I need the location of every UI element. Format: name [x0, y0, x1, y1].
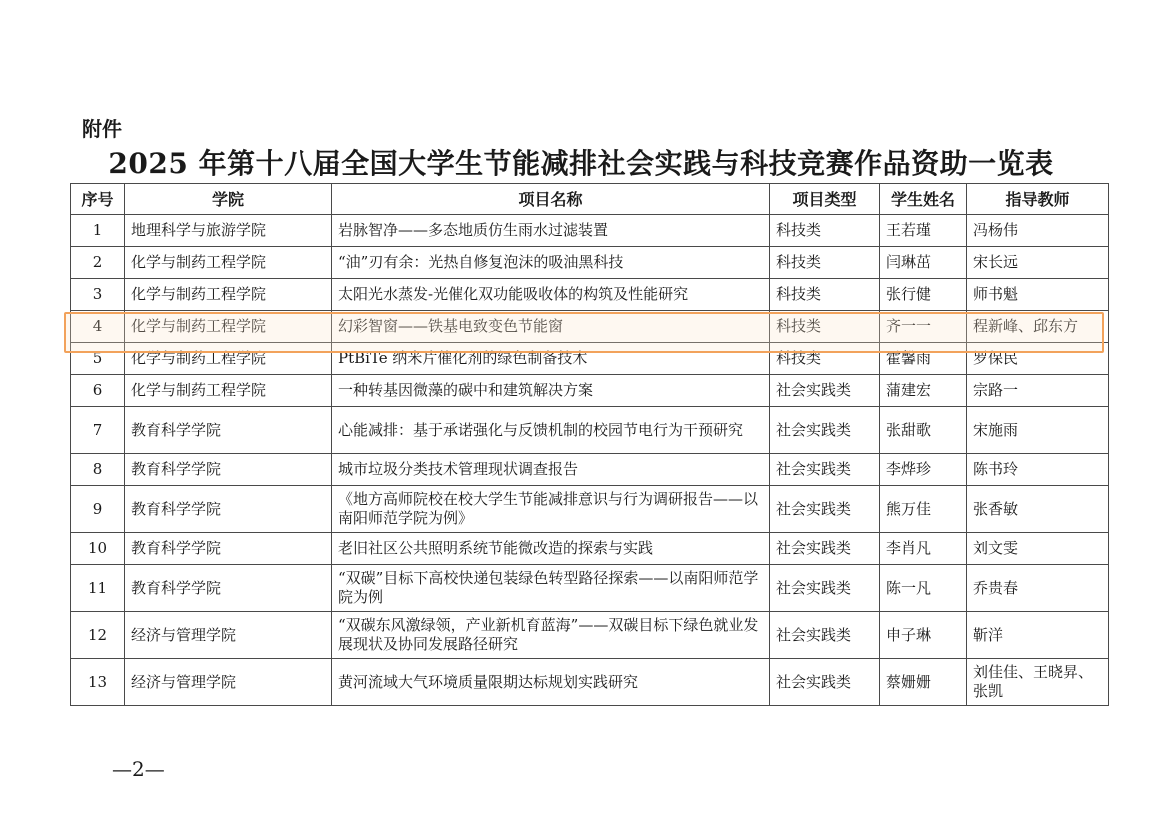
table-row	[71, 659, 1109, 706]
cell-student: 蔡姗姗	[880, 659, 967, 706]
cell-project: 心能减排：基于承诺强化与反馈机制的校园节电行为干预研究	[332, 407, 770, 454]
cell-student: 陈一凡	[880, 565, 967, 612]
cell-type: 社会实践类	[770, 486, 880, 533]
cell-seq: 12	[71, 612, 125, 659]
cell-advisor: 宋长远	[967, 247, 1109, 279]
cell-student: 申子琳	[880, 612, 967, 659]
cell-seq: 5	[71, 343, 125, 375]
cell-student: 李肖凡	[880, 533, 967, 565]
cell-college: 化学与制药工程学院	[125, 279, 332, 311]
table-row	[71, 486, 1109, 533]
table-row	[71, 279, 1109, 311]
cell-project: “油”刃有余：光热自修复泡沫的吸油黑科技	[332, 247, 770, 279]
table-row	[71, 215, 1109, 247]
cell-project: 城市垃圾分类技术管理现状调查报告	[332, 454, 770, 486]
cell-seq: 9	[71, 486, 125, 533]
cell-type: 社会实践类	[770, 612, 880, 659]
cell-advisor: 刘文雯	[967, 533, 1109, 565]
header-type: 项目类型	[770, 184, 880, 215]
cell-type: 社会实践类	[770, 375, 880, 407]
cell-type: 社会实践类	[770, 659, 880, 706]
cell-type: 社会实践类	[770, 454, 880, 486]
cell-seq: 3	[71, 279, 125, 311]
cell-type: 科技类	[770, 247, 880, 279]
cell-advisor: 宗路一	[967, 375, 1109, 407]
cell-college: 化学与制药工程学院	[125, 311, 332, 343]
table-row	[71, 343, 1109, 375]
table-row	[71, 565, 1109, 612]
cell-student: 李烨珍	[880, 454, 967, 486]
cell-project: “双碳东风激绿领，产业新机育蓝海”——双碳目标下绿色就业发展现状及协同发展路径研究	[332, 612, 770, 659]
cell-college: 经济与管理学院	[125, 612, 332, 659]
table-row	[71, 375, 1109, 407]
cell-project: 岩脉智净——多态地质仿生雨水过滤装置	[332, 215, 770, 247]
cell-advisor: 乔贵春	[967, 565, 1109, 612]
cell-college: 化学与制药工程学院	[125, 375, 332, 407]
cell-college: 经济与管理学院	[125, 659, 332, 706]
cell-seq: 4	[71, 311, 125, 343]
header-project: 项目名称	[332, 184, 770, 215]
cell-project: 幻彩智窗——铁基电致变色节能窗	[332, 311, 770, 343]
cell-student: 张甜歌	[880, 407, 967, 454]
cell-advisor: 靳洋	[967, 612, 1109, 659]
header-student: 学生姓名	[880, 184, 967, 215]
cell-seq: 10	[71, 533, 125, 565]
cell-seq: 13	[71, 659, 125, 706]
cell-student: 张行健	[880, 279, 967, 311]
cell-student: 闫琳茁	[880, 247, 967, 279]
cell-project: “双碳”目标下高校快递包装绿色转型路径探索——以南阳师范学院为例	[332, 565, 770, 612]
cell-seq: 2	[71, 247, 125, 279]
cell-student: 齐一一	[880, 311, 967, 343]
header-seq: 序号	[71, 184, 125, 215]
cell-seq: 11	[71, 565, 125, 612]
cell-student: 霍馨雨	[880, 343, 967, 375]
cell-type: 科技类	[770, 215, 880, 247]
table-row	[71, 454, 1109, 486]
cell-advisor: 程新峰、邱东方	[967, 311, 1109, 343]
cell-seq: 1	[71, 215, 125, 247]
table-row	[71, 612, 1109, 659]
cell-type: 科技类	[770, 311, 880, 343]
cell-student: 蒲建宏	[880, 375, 967, 407]
cell-project: PtBiTe 纳米片催化剂的绿色制备技术	[332, 343, 770, 375]
table-header-row	[71, 184, 1109, 215]
cell-student: 熊万佳	[880, 486, 967, 533]
cell-college: 地理科学与旅游学院	[125, 215, 332, 247]
cell-college: 教育科学学院	[125, 454, 332, 486]
cell-advisor: 冯杨伟	[967, 215, 1109, 247]
cell-project: 一种转基因微藻的碳中和建筑解决方案	[332, 375, 770, 407]
cell-project: 太阳光水蒸发-光催化双功能吸收体的构筑及性能研究	[332, 279, 770, 311]
table-row-highlighted	[71, 311, 1109, 343]
table-row	[71, 407, 1109, 454]
table-row	[71, 247, 1109, 279]
header-college: 学院	[125, 184, 332, 215]
cell-advisor: 师书魁	[967, 279, 1109, 311]
cell-advisor: 陈书玲	[967, 454, 1109, 486]
cell-seq: 8	[71, 454, 125, 486]
attachment-label: 附件	[82, 117, 122, 141]
cell-project: 黄河流域大气环境质量限期达标规划实践研究	[332, 659, 770, 706]
cell-seq: 6	[71, 375, 125, 407]
cell-college: 教育科学学院	[125, 533, 332, 565]
cell-college: 化学与制药工程学院	[125, 247, 332, 279]
cell-student: 王若瑾	[880, 215, 967, 247]
page-number: —2—	[112, 757, 165, 781]
cell-type: 社会实践类	[770, 407, 880, 454]
cell-advisor: 刘佳佳、王晓昇、张凯	[967, 659, 1109, 706]
cell-advisor: 罗保民	[967, 343, 1109, 375]
funding-table	[70, 183, 1109, 706]
cell-type: 社会实践类	[770, 565, 880, 612]
cell-project: 老旧社区公共照明系统节能微改造的探索与实践	[332, 533, 770, 565]
header-advisor: 指导教师	[967, 184, 1109, 215]
table-row	[71, 533, 1109, 565]
cell-college: 教育科学学院	[125, 486, 332, 533]
cell-advisor: 张香敏	[967, 486, 1109, 533]
page-title: 2025 年第十八届全国大学生节能减排社会实践与科技竞赛作品资助一览表	[108, 147, 1054, 180]
cell-project: 《地方高师院校在校大学生节能减排意识与行为调研报告——以南阳师范学院为例》	[332, 486, 770, 533]
cell-college: 化学与制药工程学院	[125, 343, 332, 375]
cell-type: 科技类	[770, 343, 880, 375]
cell-type: 社会实践类	[770, 533, 880, 565]
cell-type: 科技类	[770, 279, 880, 311]
cell-college: 教育科学学院	[125, 565, 332, 612]
cell-seq: 7	[71, 407, 125, 454]
cell-college: 教育科学学院	[125, 407, 332, 454]
cell-advisor: 宋施雨	[967, 407, 1109, 454]
